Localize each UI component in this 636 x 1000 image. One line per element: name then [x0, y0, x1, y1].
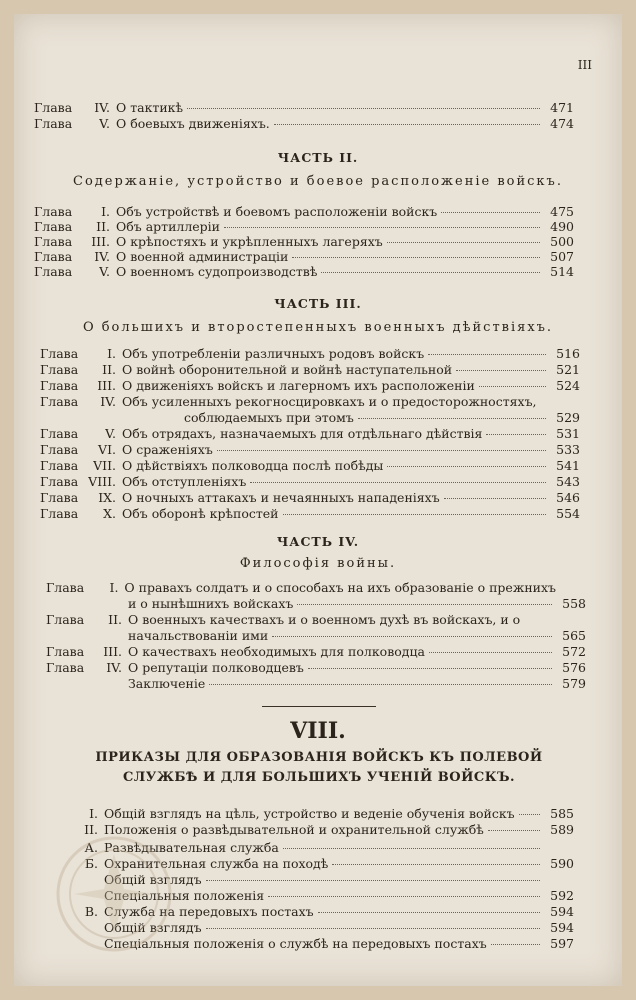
toc-row: Глава IV. О репутаціи полководцевъ 576 [46, 660, 586, 675]
toc-row: Спеціальныя положенія 592 [104, 888, 574, 903]
toc-row: Глава IV. О тактикѣ 471 [34, 100, 574, 115]
toc-row: Глава III. О качествахъ необходимыхъ для полководца 572 [46, 644, 586, 659]
section-numeral: VIII. [290, 718, 346, 744]
divider [262, 706, 376, 707]
toc-row: Общій взглядъ 594 [104, 920, 574, 935]
toc-row: Глава IX. О ночныхъ аттакахъ и нечаянныхъ нападеніяхъ 546 [40, 490, 580, 505]
toc-row: Глава VII. О дѣйствіяхъ полководца послѣ побѣды 541 [40, 458, 580, 473]
part-subtitle: Содержаніе, устройство и боевое расположеніе войскъ. [73, 174, 563, 189]
section-heading: ПРИКАЗЫ ДЛЯ ОБРАЗОВАНІЯ ВОЙСКЪ КЪ ПОЛЕВОЙ СЛУЖБѢ И ДЛЯ БОЛЬШИХЪ УЧЕНІЙ ВОЙСКЪ. [95, 750, 543, 785]
toc-row: II. Положенія о развѣдывательной и охранительной службѣ 589 [84, 822, 574, 837]
toc-row: Общій взглядъ [64, 872, 574, 887]
toc-row: Глава VIII. Объ отступленіяхъ 543 [40, 474, 580, 489]
seal-watermark-icon [54, 834, 174, 954]
toc-row: Глава V. Объ отрядахъ, назначаемыхъ для отдѣльнаго дѣйствія 531 [40, 426, 580, 441]
toc-row: Глава III. О крѣпостяхъ и укрѣпленныхъ лагеряхъ 500 [34, 234, 574, 249]
toc-row: и о нынѣшнихъ войскахъ 558 [128, 596, 586, 611]
part-title: ЧАСТЬ IV. [276, 534, 360, 549]
toc-row: А. Развѣдывательная служба [64, 840, 574, 855]
toc-row: Глава I. О правахъ солдатъ и о способахъ на ихъ образованіе о прежнихъ [46, 580, 556, 595]
book-page [14, 14, 622, 986]
toc-row: Глава V. О военномъ судопроизводствѣ 514 [34, 264, 574, 279]
toc-row: В. Служба на передовыхъ постахъ 594 [84, 904, 574, 919]
toc-row: Глава II. Объ артиллеріи 490 [34, 219, 574, 234]
part-subtitle: Философія войны. [239, 556, 397, 571]
toc-row: начальствованіи ими 565 [128, 628, 586, 643]
toc-row: соблюдаемыхъ при этомъ 529 [184, 410, 580, 425]
toc-row: Глава II. О войнѣ оборонительной и войнѣ наступательной 521 [40, 362, 580, 377]
page-number: III [577, 58, 592, 72]
toc-row: Глава I. Объ устройствѣ и боевомъ расположеніи войскъ 475 [34, 204, 574, 219]
part-subtitle: О большихъ и второстепенныхъ военныхъ дѣйствіяхъ. [82, 320, 554, 335]
toc-row: Глава I. Объ употребленіи различныхъ родовъ войскъ 516 [40, 346, 580, 361]
toc-row: Глава X. Объ оборонѣ крѣпостей 554 [40, 506, 580, 521]
toc-row: Глава V. О боевыхъ движеніяхъ. 474 [34, 116, 574, 131]
toc-row: Б. Охранительная служба на походѣ 590 [84, 856, 574, 871]
part-title: ЧАСТЬ II. [277, 150, 359, 165]
toc-row: Спеціальныя положенія о службѣ на передовыхъ постахъ 597 [104, 936, 574, 951]
toc-row: Заключеніе 579 [128, 676, 586, 691]
toc-row: Глава III. О движеніяхъ войскъ и лагерномъ ихъ расположеніи 524 [40, 378, 580, 393]
toc-row: Глава VI. О сраженіяхъ 533 [40, 442, 580, 457]
toc-row: I. Общій взглядъ на цѣль, устройство и веденіе обученія войскъ 585 [89, 806, 574, 821]
part-title: ЧАСТЬ III. [274, 296, 362, 311]
toc-row: Глава IV. Объ усиленныхъ рекогносцировкахъ и о предосторожностяхъ, [40, 394, 537, 409]
toc-row: Глава IV. О военной администраціи 507 [34, 249, 574, 264]
toc-row: Глава II. О военныхъ качествахъ и о военномъ духѣ въ войскахъ, и о [46, 612, 521, 627]
